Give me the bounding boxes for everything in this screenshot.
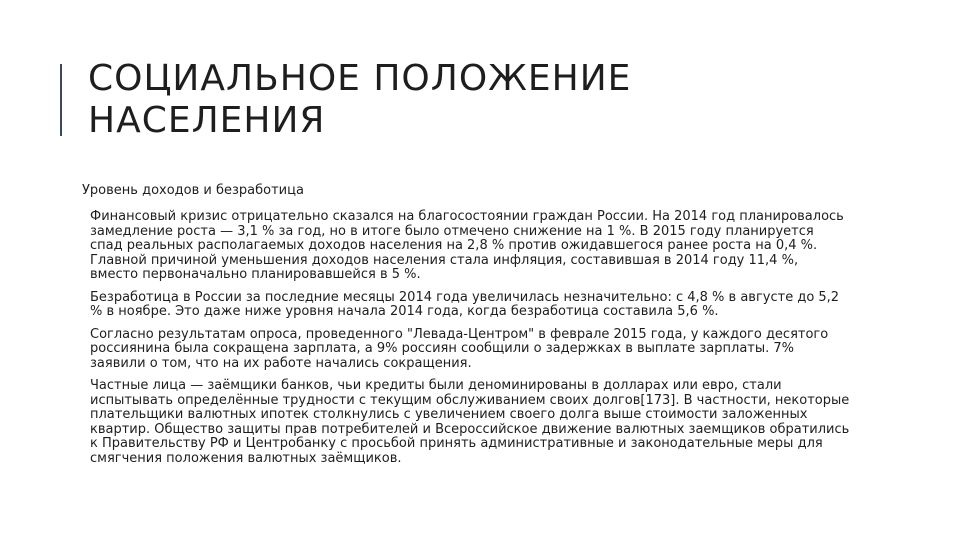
slide-title-line-1: СОЦИАЛЬНОЕ ПОЛОЖЕНИЕ	[88, 58, 632, 99]
paragraph-income: Финансовый кризис отрицательно сказался на благосостоянии граждан России. На 2014 год планировалось замедление роста — 3,1 % за год, но в итоге было отмечено снижение на 1 %. В 2015 году планируется спад реальных располагаемых доходов населения на 2,8 % против ожидавшегося ранее роста на 0,4 %. Главной причиной уменьшения доходов населения стала инфляция, составившая в 2014 году 11,4 %, вместо первоначально планировавшейся в 5 %.	[90, 209, 844, 282]
title-accent-bar	[60, 64, 62, 136]
paragraph-unemployment: Безработица в России за последние месяцы 2014 года увеличилась незначительно: с 4,8 % в августе до 5,2 % в ноябре. Это даже ниже уровня начала 2014 года, когда безработица составила 5,6 %.	[90, 289, 840, 319]
paragraph-borrowers: Частные лица — заёмщики банков, чьи кредиты были деноминированы в долларах или евро, стали испытывать определённые трудности с текущим обслуживанием своих долгов[173]. В частности, некоторые плательщики валютных ипотек столкнулись с увеличением своего долга выше стоимости заложенных квартир. Общество защиты прав потребителей и Всероссийское движение валютных заемщиков обратились к Правительству РФ и Центробанку с просьбой принять административные и законодательные меры для смягчения положения валютных заёмщиков.	[90, 378, 850, 466]
slide-body	[90, 210, 850, 474]
paragraph-survey: Согласно результатам опроса, проведенного "Левада-Центром" в феврале 2015 года, у каждого десятого россиянина была сокращена зарплата, а 9% россиян сообщили о задержках в выплате зарплаты. 7% заявили о том, что на их работе начались сокращения.	[90, 326, 829, 371]
slide-title-line-2: НАСЕЛЕНИЯ	[88, 100, 326, 141]
slide-subtitle: Уровень доходов и безработица	[82, 183, 304, 198]
slide-title	[88, 58, 908, 142]
